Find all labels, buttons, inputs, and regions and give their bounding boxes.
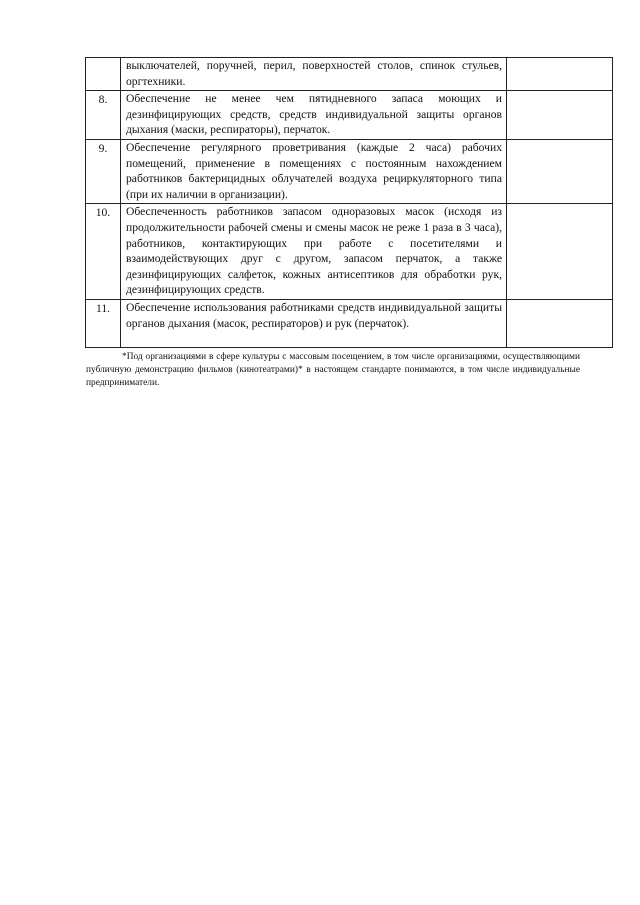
row-measure-text: Обеспечение регулярного проветривания (каждые 2 часа) рабочих помещений, применение в помещениях с постоянным нахождением работников бактерицидных облучателей воздуха рециркуляторного типа (при их наличии в организации).	[126, 140, 502, 201]
measures-table	[85, 57, 613, 348]
table-row	[86, 139, 613, 203]
row-empty-cell	[507, 204, 613, 300]
row-empty-cell	[507, 91, 613, 140]
table-row	[86, 204, 613, 300]
row-measure-text: Обеспеченность работников запасом одноразовых масок (исходя из продолжительности рабочей смены и смены масок не реже 1 раза в 3 часа), работников, контактирующих при работе с посетителями и взаимодействующих друг с другом, запасом перчаток, а также дезинфицирующих салфеток, кожных антисептиков для обработки рук, дезинфицирующих средств.	[126, 205, 502, 297]
row-measure-cell	[121, 58, 507, 91]
row-number: 11.	[86, 299, 121, 347]
row-number: 9.	[86, 139, 121, 203]
row-measure-cell	[121, 139, 507, 203]
row-measure-cell	[121, 299, 507, 347]
row-empty-cell	[507, 139, 613, 203]
table-row	[86, 91, 613, 140]
row-measure-cell	[121, 204, 507, 300]
footnote: *Под организациями в сфере культуры с массовым посещением, в том числе организациями, осуществляющими публичную демонстрацию фильмов (кинотеатрами)* в настоящем стандарте понимаются, в том числе индивидуальные предприниматели.	[86, 352, 580, 388]
row-measure-text: выключателей, поручней, перил, поверхностей столов, спинок стульев, оргтехники.	[126, 59, 502, 88]
row-measure-cell	[121, 91, 507, 140]
row-empty-cell	[507, 299, 613, 347]
row-measure-text: Обеспечение не менее чем пятидневного запаса моющих и дезинфицирующих средств, средств индивидуальной защиты органов дыхания (маски, респираторы), перчаток.	[126, 92, 502, 137]
table-row	[86, 58, 613, 91]
row-measure-text: Обеспечение использования работниками средств индивидуальной защиты органов дыхания (масок, респираторов) и рук (перчаток).	[126, 300, 502, 330]
table-row	[86, 299, 613, 347]
row-number	[86, 58, 121, 91]
row-number: 8.	[86, 91, 121, 140]
row-number: 10.	[86, 204, 121, 300]
row-empty-cell	[507, 58, 613, 91]
